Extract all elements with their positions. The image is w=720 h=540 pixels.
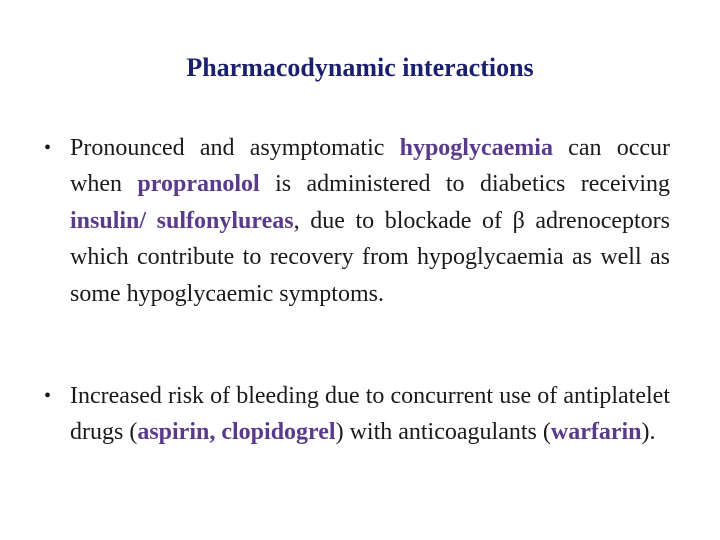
bullet-item — [44, 378, 670, 451]
text-segment: is administered to diabetics receiving — [259, 171, 670, 198]
bullet-text — [70, 135, 670, 307]
drug-term: warfarin — [550, 419, 642, 446]
drug-term: propranolol — [137, 171, 260, 198]
text-segment: Increased risk of bleeding due to concurrent use of antiplatelet drugs ( — [70, 383, 670, 446]
drug-term: aspirin, clopidogrel — [137, 419, 336, 446]
drug-term: insulin/ sulfonylureas — [70, 207, 294, 234]
text-segment: Pronounced and asymptomatic — [70, 135, 400, 161]
text-segment: can occur when — [70, 135, 670, 198]
page-title: Pharmacodynamic interactions — [186, 53, 534, 82]
bullet-dot: • — [44, 137, 52, 159]
drug-term: hypoglycaemia — [399, 135, 553, 161]
bullet-item — [44, 130, 670, 312]
text-segment: ). — [641, 419, 656, 446]
bullet-dot: • — [44, 385, 52, 407]
bullet-text — [70, 383, 670, 445]
text-segment: , due to blockade of β adrenoceptors which contribute to recovery from hypoglycaemia as well as some hypoglycaemic symptoms. — [70, 207, 670, 307]
text-segment: ) with anticoagulants ( — [335, 419, 551, 446]
